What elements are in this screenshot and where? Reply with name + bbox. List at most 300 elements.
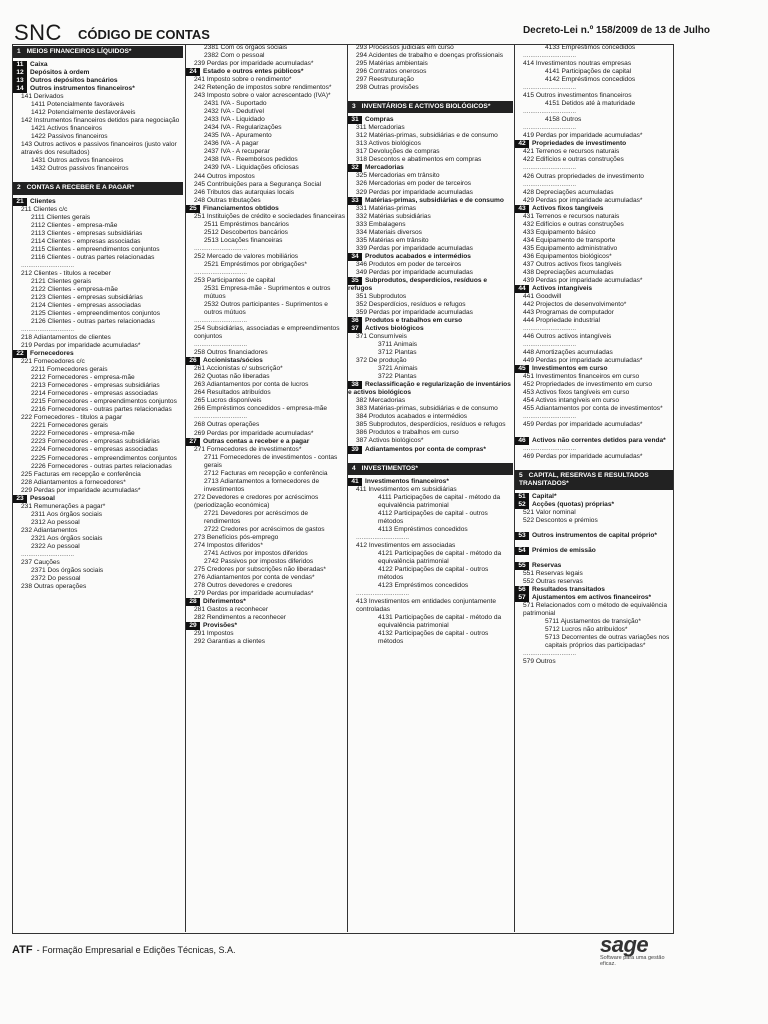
account-row: 2214 Fornecedores - empresas associadas [31,390,158,398]
ellipsis-row: ............................. [523,108,577,116]
account-row: 275 Credores por subscrições não liberadas* [194,566,326,574]
account-row: 2711 Fornecedores de investimentos - contas gerais [204,453,338,469]
ellipsis-row: ............................. [523,164,577,172]
account-row: 454 Activos intangíveis em curso [523,397,620,405]
account-row: 276 Adiantamentos por conta de vendas* [194,574,315,582]
account-row: 2439 IVA - Liquidações oficiosas [204,164,299,172]
account-class-label: Investimentos em curso [532,365,608,373]
account-row: 383 Matérias-primas, subsidiárias e de consumo [356,405,498,413]
account-row: 238 Outras operações [21,583,87,590]
ellipsis-row: ............................. [523,650,577,658]
account-row: 282 Rendimentos a reconhecer [194,614,287,622]
ellipsis-row: ............................. [194,244,248,252]
account-class [515,285,673,293]
account-class [515,205,673,213]
account-class [348,446,513,454]
account-row: 2436 IVA - A pagar [204,140,259,148]
account-code-badge: 38 [348,381,362,389]
account-row: 339 Perdas por imparidade acumuladas [356,244,473,252]
page-title: CÓDIGO DE CONTAS [78,27,210,42]
account-row: 329 Perdas por imparidade acumuladas [356,188,473,196]
account-row: 2721 Devedores por acréscimos de rendimentos [204,509,309,525]
account-row: 142 Instrumentos financeiros detidos para negociação [21,117,180,125]
page-header [12,20,710,46]
account-class-label: Resultados transitados [532,585,605,593]
ellipsis-row: ............................. [356,590,410,597]
account-row: 311 Mercadorias [356,124,405,132]
account-row: 385 Subprodutos, desperdícios, resíduos e refugos [356,421,506,429]
account-row: 2222 Fornecedores - empresa-mãe [31,430,135,438]
account-row: 359 Perdas por imparidade acumuladas [356,308,473,316]
account-row: 2513 Locações financeiras [204,236,283,244]
account-row: 455 Adiantamentos por conta de investimentos* [523,405,663,413]
account-row: 143 Outros activos e passivos financeiros (justo valor através dos resultados) [21,141,177,157]
account-row: 521 Valor nominal [523,508,576,516]
account-class-label: Produtos acabados e intermédios [365,252,471,260]
account-class [186,438,346,446]
account-row: 4142 Empréstimos concedidos [545,76,636,84]
account-row: 2742 Passivos por impostos diferidos [204,558,314,565]
account-code-badge: 36 [348,317,362,325]
account-class [515,547,673,555]
account-row: 4121 Participações de capital - método da equivalência patrimonial [378,549,502,565]
ellipsis-row: ............................. [523,413,577,421]
account-row: 292 Garantias a clientes [194,638,266,646]
account-row: 382 Mercadorias [356,397,406,405]
account-row: 453 Activos fixos tangíveis em curso [523,389,630,397]
account-class-label: Financiamentos obtidos [203,204,279,212]
account-row: 2371 Dos órgãos sociais [31,566,104,574]
account-row: 4122 Participações de capital - outros métodos [378,565,489,581]
account-row: 295 Matérias ambientais [356,60,428,68]
account-row: 297 Reestruturação [356,76,414,84]
footer [12,944,236,956]
account-class [13,350,183,358]
account-row: 3711 Animais [378,341,418,349]
account-row: 435 Equipamento administrativo [523,244,618,252]
account-row: 268 Outras operações [194,421,260,429]
account-code-badge: 12 [13,69,27,77]
account-row: 2431 IVA - Suportado [204,100,267,108]
account-row: 2226 Fornecedores - outras partes relacionadas [31,462,172,470]
account-class [348,381,513,397]
account-class-label: Propriedades de investimento [532,140,627,148]
account-class [13,85,183,93]
sage-logo: sage [600,932,649,957]
account-row: 2437 IVA - A recuperar [204,148,270,156]
account-code-badge: 27 [186,438,200,446]
account-row: 211 Clientes c/c [21,205,68,213]
account-row: 386 Produtos e trabalhos em curso [356,429,459,437]
account-row: 265 Lucros disponíveis [194,397,262,405]
account-code-badge: 31 [348,116,362,124]
account-class-label: Reclassificação e regularização de inventários e activos biológicos [348,381,511,397]
spacer [515,461,673,468]
account-row: 2435 IVA - Apuramento [204,132,272,140]
account-row: 263 Adiantamentos por conta de lucros [194,381,309,389]
section-header [13,182,183,194]
account-class [186,622,346,630]
account-row: 552 Outras reservas [523,577,583,585]
account-row: 221 Fornecedores c/c [21,358,85,366]
account-row: 4133 Empréstimos concedidos [545,44,636,51]
account-row: 419 Perdas por imparidade acumuladas* [523,132,643,140]
account-class [515,594,673,602]
account-row: 258 Outros financiadores [194,349,268,357]
account-row: 2312 Ao pessoal [31,518,80,526]
ellipsis-row: ............................. [21,550,75,558]
account-row: 222 Fornecedores - títulos a pagar [21,414,123,422]
account-row: 296 Contratos onerosos [356,68,427,76]
account-row: 1431 Outros activos financeiros [31,157,124,165]
account-class [348,277,513,293]
account-class [515,501,673,509]
account-class-label: Caixa [30,61,48,69]
account-class [515,562,673,570]
account-code-badge: 56 [515,586,529,594]
account-code-badge: 35 [348,277,362,285]
account-code-badge: 44 [515,285,529,293]
account-row: 442 Projectos de desenvolvimento* [523,301,627,308]
account-row: 5712 Lucros não atribuídos* [545,626,628,634]
section-header [515,470,673,490]
account-class-label: Outros depósitos bancários [30,77,118,85]
ellipsis-row: ............................. [194,413,248,421]
account-row: 451 Investimentos financeiros em curso [523,373,640,381]
account-row: 252 Mercado de valores mobiliários [194,252,299,260]
account-row: 437 Outros activos fixos tangíveis [523,260,622,268]
account-class [348,325,513,333]
account-class-label: Compras [365,116,394,124]
account-row: 237 Cauções [21,558,60,566]
account-row: 242 Retenção de impostos sobre rendimentos* [194,84,332,92]
account-row: 446 Outros activos intangíveis [523,333,612,341]
column-2 [185,44,346,932]
account-row: 312 Matérias-primas, subsidiárias e de consumo [356,132,498,140]
account-row: 254 Subsidiárias, associadas e empreendimentos conjuntos [194,325,340,341]
section-number: 3 [352,103,356,111]
account-code-badge: 37 [348,325,362,333]
ellipsis-row: ............................. [523,84,577,92]
account-row: 551 Reservas legais [523,569,583,577]
account-row: 428 Depreciações acumuladas [523,188,614,196]
account-row: 1421 Activos financeiros [31,125,103,133]
footer-brand: ATF [12,944,33,956]
section-label: CONTAS A RECEBER E A PAGAR* [26,184,135,192]
account-row: 4111 Participações de capital - método da equivalência patrimonial [378,493,501,509]
account-code-badge: 14 [13,85,27,93]
account-class-label: Estado e outros entes públicos* [203,68,304,76]
account-class-label: Capital* [532,492,557,500]
account-row: 2212 Fornecedores - empresa-mãe [31,374,135,382]
account-row: 248 Outras tributações [194,196,261,204]
account-class [186,357,346,365]
account-row: 269 Perdas por imparidade acumuladas* [194,429,314,437]
account-row: 2433 IVA - Liquidado [204,116,265,124]
account-class-label: Activos biológicos [365,325,424,333]
account-class-label: Outros instrumentos financeiros* [30,85,135,93]
spacer [13,173,183,180]
account-row: 5713 Decorrentes de outras variações nos capitais próprios das participadas* [545,634,670,650]
ellipsis-row: ............................. [523,341,577,349]
account-class [13,198,183,206]
account-row: 4141 Participações de capital [545,68,632,76]
account-row: 225 Facturas em recepção e conferência [21,470,141,478]
account-row: 241 Imposto sobre o rendimento* [194,76,292,84]
account-class-label: Ajustamentos em activos financeiros* [532,593,652,601]
account-row: 2211 Fornecedores gerais [31,366,108,374]
ellipsis-row: ............................. [194,317,248,325]
account-row: 432 Edifícios e outras construções [523,220,624,228]
account-row: 448 Amortizações acumuladas [523,349,613,357]
account-row: 278 Outros devedores e credores [194,582,293,590]
account-row: 2121 Clientes gerais [31,277,92,285]
account-code-badge: 13 [13,77,27,85]
account-row: 412 Investimentos em associadas [356,541,456,549]
account-row: 2122 Clientes - empresa-mãe [31,285,118,293]
column-1 [13,44,183,932]
account-row: 264 Resultados atribuídos [194,389,271,397]
account-row: 334 Materiais diversos [356,228,422,236]
account-row: 384 Produtos acabados e intermédios [356,413,468,421]
account-row: 2216 Fornecedores - outras partes relacionadas [31,406,172,414]
section-number: 1 [17,48,21,55]
account-class-label: Produtos e trabalhos em curso [365,317,463,324]
account-row: 434 Equipamento de transporte [523,236,616,244]
account-code-badge: 34 [348,253,362,261]
account-row: 251 Instituições de crédito e sociedades financeiras [194,212,346,220]
account-row: 459 Perdas por imparidade acumuladas* [523,421,643,429]
account-row: 429 Perdas por imparidade acumuladas* [523,196,643,204]
section-header [348,101,513,113]
account-code-badge: 25 [186,205,200,213]
account-row: 2531 Empresa-mãe - Suprimentos e outros mútuos [204,284,331,300]
account-row: 1422 Passivos financeiros [31,133,108,141]
account-row: 2113 Clientes - empresas subsidiárias [31,229,143,237]
account-class [348,317,513,325]
account-class [515,532,673,540]
account-row: 2126 Clientes - outras partes relacionadas [31,317,155,325]
account-row: 239 Perdas por imparidade acumuladas* [194,60,314,68]
account-row: 441 Goodwill [523,292,562,300]
account-row: 243 Imposto sobre o valor acrescentado (IVA)* [194,92,331,100]
account-class-label: Prémios de emissão [532,546,596,554]
section-label: MEIOS FINANCEIROS LÍQUIDOS* [26,48,132,55]
account-row: 2382 Com o pessoal [204,52,265,60]
footer-text: - Formação Empresarial e Edições Técnicas, S.A. [36,945,236,955]
account-row: 2434 IVA - Regularizações [204,124,282,132]
account-row: 229 Perdas por imparidade acumuladas* [21,486,141,494]
account-row: 433 Equipamento básico [523,228,596,236]
account-code-badge: 46 [515,437,529,445]
account-row: 253 Participantes de capital [194,276,276,284]
account-code-badge: 23 [13,495,27,503]
account-code-badge: 39 [348,446,362,454]
account-class-label: Acções (quotas) próprias* [532,500,615,508]
account-class-label: Adiantamentos por conta de compras* [365,445,486,453]
account-row: 332 Matérias subsidiárias [356,212,431,220]
account-row: 4132 Participações de capital - outros métodos [378,630,489,646]
account-row: 346 Produtos em poder de terceiros [356,260,462,268]
spacer [515,540,673,547]
account-code-badge: 55 [515,562,529,570]
ellipsis-row: ............................. [523,325,577,333]
account-row: 413 Investimentos em entidades conjuntamente controladas [356,598,497,614]
account-class-label: Fornecedores [30,350,74,358]
account-class [186,205,346,213]
account-row: 219 Perdas por imparidade acumuladas* [21,342,141,350]
account-code-badge: 26 [186,357,200,365]
account-code-badge: 41 [348,478,362,486]
account-row: 431 Terrenos e recursos naturais [523,212,620,220]
account-class [348,197,513,205]
spacer [515,525,673,532]
account-class [515,493,673,501]
account-row: 318 Descontos e abatimentos em compras [356,156,482,164]
account-row: 2512 Descobertos bancários [204,228,288,236]
account-row: 2381 Com os órgãos sociais [204,44,288,51]
account-row: 2111 Clientes gerais [31,213,91,221]
section-number: 5 [519,471,523,479]
account-code-badge: 29 [186,622,200,630]
account-class-label: Outros instrumentos de capital próprio* [532,531,657,539]
account-row: 141 Derivados [21,93,64,101]
account-row: 2713 Adiantamentos a fornecedores de investimentos [204,477,320,493]
account-row: 349 Perdas por imparidade acumuladas [356,268,473,276]
account-row: 3712 Plantas [378,349,417,357]
section-header [13,46,183,58]
account-row: 422 Edifícios e outras construções [523,156,624,164]
account-row: 218 Adiantamentos de clientes [21,334,111,342]
account-row: 244 Outros impostos [194,172,255,180]
account-class [186,68,346,76]
account-row: 274 Impostos diferidos* [194,541,263,549]
spacer [515,430,673,437]
account-row: 262 Quotas não liberadas [194,373,270,381]
account-row: 313 Activos biológicos [356,140,421,148]
account-class [186,598,346,606]
decree-reference: Decreto-Lei n.º 158/2009 de 13 de Julho [522,25,710,36]
account-row: 387 Activos biológicos* [356,437,424,445]
section-number: 4 [352,464,356,472]
account-class [348,478,513,486]
account-row: 579 Outros [523,658,556,666]
account-class-label: Diferimentos* [203,598,246,606]
account-row: 326 Mercadorias em poder de terceiros [356,180,472,188]
account-row: 2221 Fornecedores gerais [31,422,108,430]
account-row: 273 Benefícios pós-emprego [194,533,279,541]
section-label: CAPITAL, RESERVAS E RESULTADOS TRANSITADOS* [519,471,649,487]
account-row: 4113 Empréstimos concedidos [378,525,468,533]
account-row: 232 Adiantamentos [21,526,78,534]
account-row: 2322 Ao pessoal [31,542,80,550]
ellipsis-row: ............................. [523,52,577,60]
account-row: 2741 Activos por impostos diferidos [204,549,308,557]
account-class-label: Pessoal [30,494,55,502]
ellipsis-row: ............................. [194,268,248,276]
account-class-label: Activos fixos tangíveis [532,204,604,212]
sage-logo-block [600,932,680,967]
account-row: 444 Propriedade industrial [523,317,600,325]
account-row: 421 Terrenos e recursos naturais [523,148,620,156]
account-code-badge: 24 [186,68,200,76]
account-code-badge: 45 [515,365,529,373]
account-row: 439 Perdas por imparidade acumuladas* [523,276,643,284]
account-row: 449 Perdas por imparidade acumuladas* [523,357,643,365]
account-row: 2532 Outros participantes - Suprimentos e outros mútuos [204,301,328,317]
account-row: 522 Descontos e prémios [523,516,598,524]
account-class [13,61,183,69]
account-class [515,586,673,594]
account-row: 1412 Potencialmente desfavoráveis [31,109,136,117]
account-row: 4151 Detidos até à maturidade [545,100,636,108]
account-row: 4131 Participações de capital - método da equivalência patrimonial [378,614,502,630]
account-class [348,253,513,261]
account-row: 317 Devoluções de compras [356,148,440,156]
account-row: 2311 Aos órgãos sociais [31,510,102,518]
account-row: 2224 Fornecedores - empresas associadas [31,446,158,454]
account-code-badge: 57 [515,594,529,602]
snc-label: SNC [14,20,62,45]
account-class-label: Activos não correntes detidos para venda* [532,436,666,444]
account-class-label: Mercadorias [365,164,404,172]
account-row: 266 Empréstimos concedidos - empresa-mãe [194,405,328,413]
spacer [515,555,673,562]
account-class-label: Activos intangíveis [532,284,593,292]
account-class [515,140,673,148]
ellipsis-row: ............................. [523,180,577,188]
account-code-badge: 11 [13,61,27,69]
account-row: 1411 Potencialmente favoráveis [31,101,125,109]
account-class-label: Investimentos financeiros* [365,477,449,485]
account-class-label: Outras contas a receber e a pagar [203,437,310,445]
spacer [348,454,513,461]
account-row: 2125 Clientes - empreendimentos conjuntos [31,309,161,317]
account-row: 2722 Credores por acréscimos de gastos [204,525,325,533]
account-row: 335 Matérias em trânsito [356,236,429,244]
ellipsis-row: ............................. [21,326,75,333]
account-row: 2123 Clientes - empresas subsidiárias [31,293,143,301]
account-row: 2223 Fornecedores - empresas subsidiárias [31,438,160,446]
account-row: 245 Contribuições para a Segurança Social [194,180,322,188]
column-3 [347,44,513,932]
account-row: 291 Impostos [194,630,234,638]
ellipsis-row: ............................. [523,124,577,132]
account-row: 4123 Empréstimos concedidos [378,581,469,589]
spacer [348,92,513,99]
account-row: 2511 Empréstimos bancários [204,220,289,228]
ellipsis-row: ............................. [194,341,248,349]
account-row: 415 Outros investimentos financeiros [523,92,632,100]
account-class [515,365,673,373]
account-row: 414 Investimentos noutras empresas [523,60,632,68]
account-code-badge: 42 [515,140,529,148]
ellipsis-row: ............................. [356,533,410,541]
account-row: 352 Desperdícios, resíduos e refugos [356,300,466,308]
ellipsis-row: ............................. [523,444,577,452]
account-row: 4158 Outros [545,116,582,124]
account-row: 436 Equipamentos biológicos* [523,252,612,260]
account-row: 2438 IVA - Reembolsos pedidos [204,156,298,164]
account-row: 3722 Plantas [378,373,417,381]
account-row: 469 Perdas por imparidade acumuladas* [523,452,643,460]
account-code-badge: 52 [515,501,529,509]
account-class [13,495,183,503]
account-row: 333 Embalagens [356,220,406,228]
account-class [348,164,513,172]
account-row: 298 Outras provisões [356,84,419,92]
section-number: 2 [17,184,21,192]
